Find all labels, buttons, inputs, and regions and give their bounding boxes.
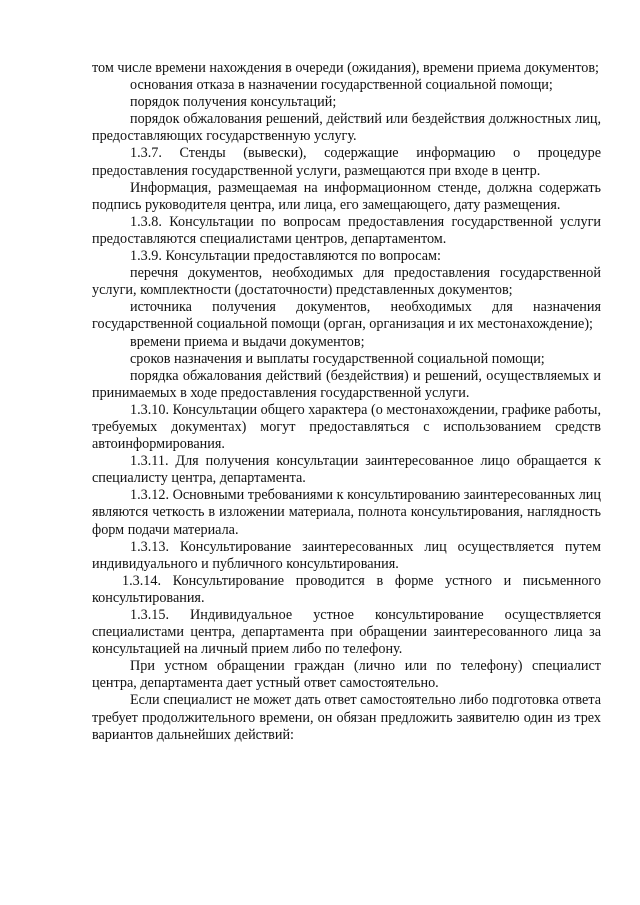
list-item-appeal-procedure: порядка обжалования действий (бездействия) и решений, осуществляемых и принимаемых в ходе предоставления государственной услуги. <box>92 367 601 401</box>
list-item-refusal-grounds: основания отказа в назначении государственной социальной помощи; <box>130 77 553 94</box>
clause-1-3-8: 1.3.8. Консультации по вопросам предоставления государственной услуги предоставляются специалистами центров, департаментом. <box>92 213 601 247</box>
paragraph-continuation: том числе времени нахождения в очереди (ожидания), времени приема документов; <box>92 60 599 76</box>
paragraph-specialist-options: Если специалист не может дать ответ самостоятельно либо подготовка ответа требует продолжительного времени, он обязан предложить заявителю один из трех вариантов дальнейших действий: <box>92 692 601 743</box>
clause-1-3-11: 1.3.11. Для получения консультации заинтересованное лицо обращается к специалисту центра, департамента. <box>92 453 601 487</box>
clause-1-3-7: 1.3.7. Стенды (вывески), содержащие информацию о процедуре предоставления государственной услуги, размещаются при входе в центр. <box>92 145 601 179</box>
clause-1-3-14: 1.3.14. Консультирование проводится в форме устного и письменного консультирования. <box>92 572 601 606</box>
paragraph-oral-request: При устном обращении граждан (лично или по телефону) специалист центра, департамента дает устный ответ самостоятельно. <box>92 658 601 692</box>
paragraph-stand-info: Информация, размещаемая на информационном стенде, должна содержать подпись руководителя центра, или лица, его замещающего, дату размещения. <box>92 179 601 213</box>
list-item-appeal-order: порядок обжалования решений, действий или бездействия должностных лиц, предоставляющих государственную услугу. <box>92 111 601 145</box>
clause-1-3-9: 1.3.9. Консультации предоставляются по вопросам: <box>130 248 441 265</box>
list-item-documents: перечня документов, необходимых для предоставления государственной услуги, комплектности (достаточности) представленных документов; <box>92 265 601 299</box>
list-item-payment-terms: сроков назначения и выплаты государственной социальной помощи; <box>130 350 545 367</box>
clause-1-3-13: 1.3.13. Консультирование заинтересованных лиц осуществляется путем индивидуального и публичного консультирования. <box>92 538 601 572</box>
clause-1-3-15: 1.3.15. Индивидуальное устное консультирование осуществляется специалистами центра, департамента при обращении заинтересованного лица за консультацией на личный прием либо по телефону. <box>92 607 601 658</box>
clause-1-3-10: 1.3.10. Консультации общего характера (о местонахождении, графике работы, требуемых документах) могут предоставляться с использованием средств автоинформирования. <box>92 401 601 453</box>
list-item-reception-time: времени приема и выдачи документов; <box>130 333 365 350</box>
clause-1-3-12: 1.3.12. Основными требованиями к консультированию заинтересованных лиц являются четкость в изложении материала, полнота консультирования, наглядность форм подачи материала. <box>92 487 601 538</box>
list-item-document-source: источника получения документов, необходимых для назначения государственной социальной помощи (орган, организация и их местонахождение); <box>92 299 601 333</box>
list-item-consultation-order: порядок получения консультаций; <box>130 94 337 111</box>
